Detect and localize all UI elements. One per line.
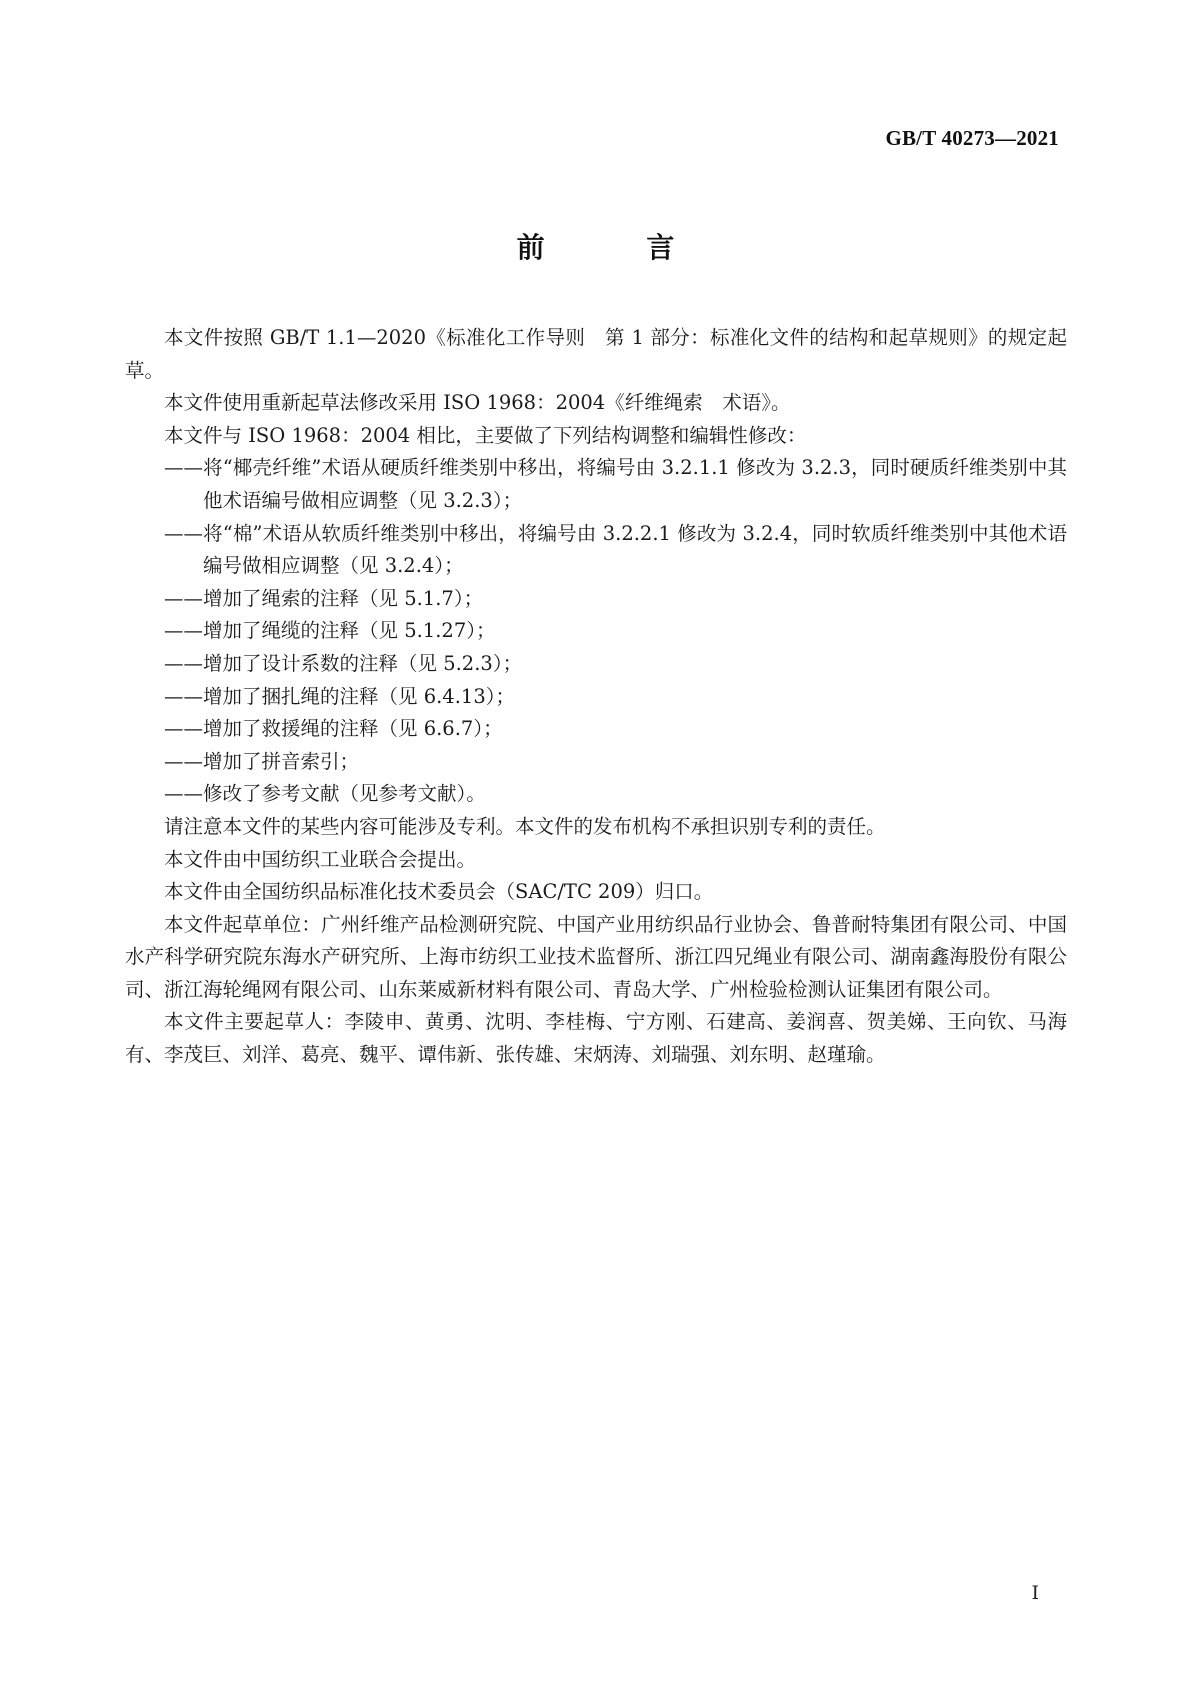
- change-item: ——将“椰壳纤维”术语从硬质纤维类别中移出，将编号由 3.2.1.1 修改为 3.2.3，同时硬质纤维类别中其他术语编号做相应调整（见 3.2.3）；: [164, 456, 1067, 512]
- change-item: ——增加了设计系数的注释（见 5.2.3）；: [164, 651, 523, 675]
- change-item: ——增加了救援绳的注释（见 6.6.7）；: [164, 717, 503, 741]
- change-item: ——增加了捆扎绳的注释（见 6.4.13）；: [164, 684, 515, 708]
- paragraph-proposer: 本文件由中国纺织工业联合会提出。: [164, 847, 477, 871]
- paragraph-drafters: 本文件主要起草人：李陵申、黄勇、沈明、李桂梅、宁方刚、石建高、姜润喜、贺美娣、王向钦、马海有、李茂巨、刘洋、葛亮、魏平、谭伟新、张传雄、宋炳涛、刘瑞强、刘东明、赵瑾瑜。: [125, 1010, 1067, 1067]
- paragraph-drafting-rules: 本文件按照 GB/T 1.1—2020《标准化工作导则 第 1 部分：标准化文件的结构和起草规则》的规定起草。: [125, 326, 1067, 382]
- change-item: ——增加了绳索的注释（见 5.1.7）；: [164, 586, 484, 610]
- paragraph-changes-intro: 本文件与 ISO 1968：2004 相比，主要做了下列结构调整和编辑性修改：: [164, 423, 807, 447]
- change-item: ——将“棉”术语从软质纤维类别中移出，将编号由 3.2.2.1 修改为 3.2.4，同时软质纤维类别中其他术语编号做相应调整（见 3.2.4）；: [164, 521, 1067, 578]
- page-title: 前 言: [516, 231, 721, 264]
- paragraph-patent-notice: 请注意本文件的某些内容可能涉及专利。本文件的发布机构不承担识别专利的责任。: [164, 814, 886, 838]
- page-number: I: [1031, 1582, 1039, 1604]
- change-item: ——增加了拼音索引；: [164, 749, 360, 773]
- paragraph-drafting-units: 本文件起草单位：广州纤维产品检测研究院、中国产业用纺织品行业协会、鲁普耐特集团有限公司、中国水产科学研究院东海水产研究所、上海市纺织工业技术监督所、浙江四兄绳业有限公司、湖南鑫海股份有限公司、浙江海轮绳网有限公司、山东莱威新材料有限公司、青岛大学、广州检验检测认证集团有限公司。: [125, 912, 1067, 1001]
- paragraph-technical-committee: 本文件由全国纺织品标准化技术委员会（SAC/TC 209）归口。: [164, 880, 714, 904]
- paragraph-adoption-method: 本文件使用重新起草法修改采用 ISO 1968：2004《纤维绳索 术语》。: [164, 391, 791, 415]
- change-item: ——增加了绳缆的注释（见 5.1.27）；: [164, 619, 496, 643]
- standard-number: GB/T 40273—2021: [885, 126, 1059, 150]
- change-item: ——修改了参考文献（见参考文献）。: [164, 782, 486, 806]
- foreword-body: [125, 322, 1067, 1072]
